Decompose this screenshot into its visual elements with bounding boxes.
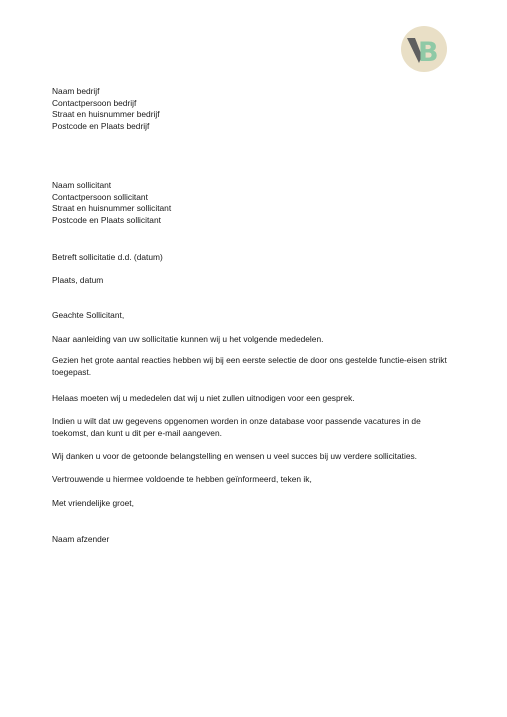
company-street: Straat en huisnummer bedrijf [52,109,160,120]
applicant-postcode-city: Postcode en Plaats sollicitant [52,214,161,225]
paragraph: Wij danken u voor de getoonde belangstelling en wensen u veel succes bij uw verdere sollicitaties. [52,451,417,461]
paragraph: Helaas moeten wij u mededelen dat wij u niet zullen uitnodigen voor een gesprek. [52,393,355,403]
logo-letter-b: B [418,37,439,68]
applicant-street: Straat en huisnummer sollicitant [52,203,172,214]
paragraph: Gezien het grote aantal reacties hebben wij bij een eerste selectie de door ons gestelde functie-eisen strikt toegepast. [52,355,447,377]
company-contact: Contactpersoon bedrijf [52,97,137,108]
applicant-contact: Contactpersoon sollicitant [52,191,148,202]
company-postcode-city: Postcode en Plaats bedrijf [52,120,150,131]
salutation: Geachte Sollicitant, [52,310,125,320]
applicant-name: Naam sollicitant [52,180,112,190]
paragraph: Naar aanleiding van uw sollicitatie kunnen wij u het volgende mededelen. [52,334,324,344]
vb-logo [400,25,448,73]
paragraph: Indien u wilt dat uw gegevens opgenomen worden in onze database voor passende vacatures in de toekomst, dan kunt u dit per e-mail aangeven. [52,416,421,438]
company-address-block [52,86,160,132]
closing: Met vriendelijke groet, [52,498,134,508]
sender-name: Naam afzender [52,534,110,544]
subject-line: Betreft sollicitatie d.d. (datum) [52,252,163,262]
paragraph: Vertrouwende u hiermee voldoende te hebben geïnformeerd, teken ik, [52,474,312,484]
place-date: Plaats, datum [52,275,104,285]
company-name: Naam bedrijf [52,86,100,96]
applicant-address-block [52,180,171,226]
